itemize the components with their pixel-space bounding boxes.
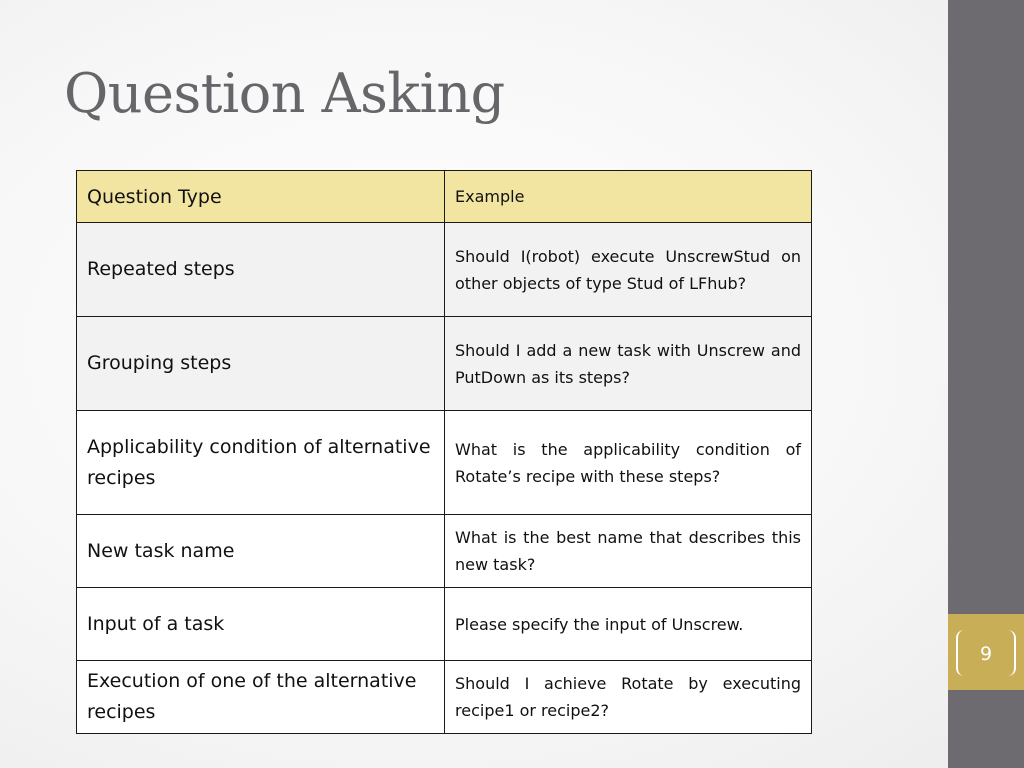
question-type-cell: New task name — [77, 515, 445, 588]
example-cell: Should I(robot) execute UnscrewStud on other objects of type Stud of LFhub? — [445, 223, 812, 317]
page-number: 9 — [979, 643, 993, 665]
example-cell: Should I achieve Rotate by executing recipe1 or recipe2? — [445, 661, 812, 734]
question-type-cell: Input of a task — [77, 588, 445, 661]
table-row — [77, 661, 812, 734]
question-type-cell: Applicability condition of alternative recipes — [77, 411, 445, 515]
question-type-cell: Execution of one of the alternative recipes — [77, 661, 445, 734]
example-cell: Please specify the input of Unscrew. — [445, 588, 812, 661]
table-row — [77, 317, 812, 411]
table-row — [77, 588, 812, 661]
example-cell: What is the applicability condition of Rotate’s recipe with these steps? — [445, 411, 812, 515]
page-number-badge — [948, 614, 1024, 690]
header-example: Example — [445, 171, 812, 223]
slide-title: Question Asking — [64, 62, 505, 125]
table-row — [77, 223, 812, 317]
example-cell: Should I add a new task with Unscrew and PutDown as its steps? — [445, 317, 812, 411]
example-cell: What is the best name that describes this new task? — [445, 515, 812, 588]
question-table — [76, 170, 812, 734]
table-row — [77, 515, 812, 588]
table-row — [77, 411, 812, 515]
question-type-cell: Grouping steps — [77, 317, 445, 411]
header-question-type: Question Type — [77, 171, 445, 223]
table-header-row — [77, 171, 812, 223]
question-type-cell: Repeated steps — [77, 223, 445, 317]
